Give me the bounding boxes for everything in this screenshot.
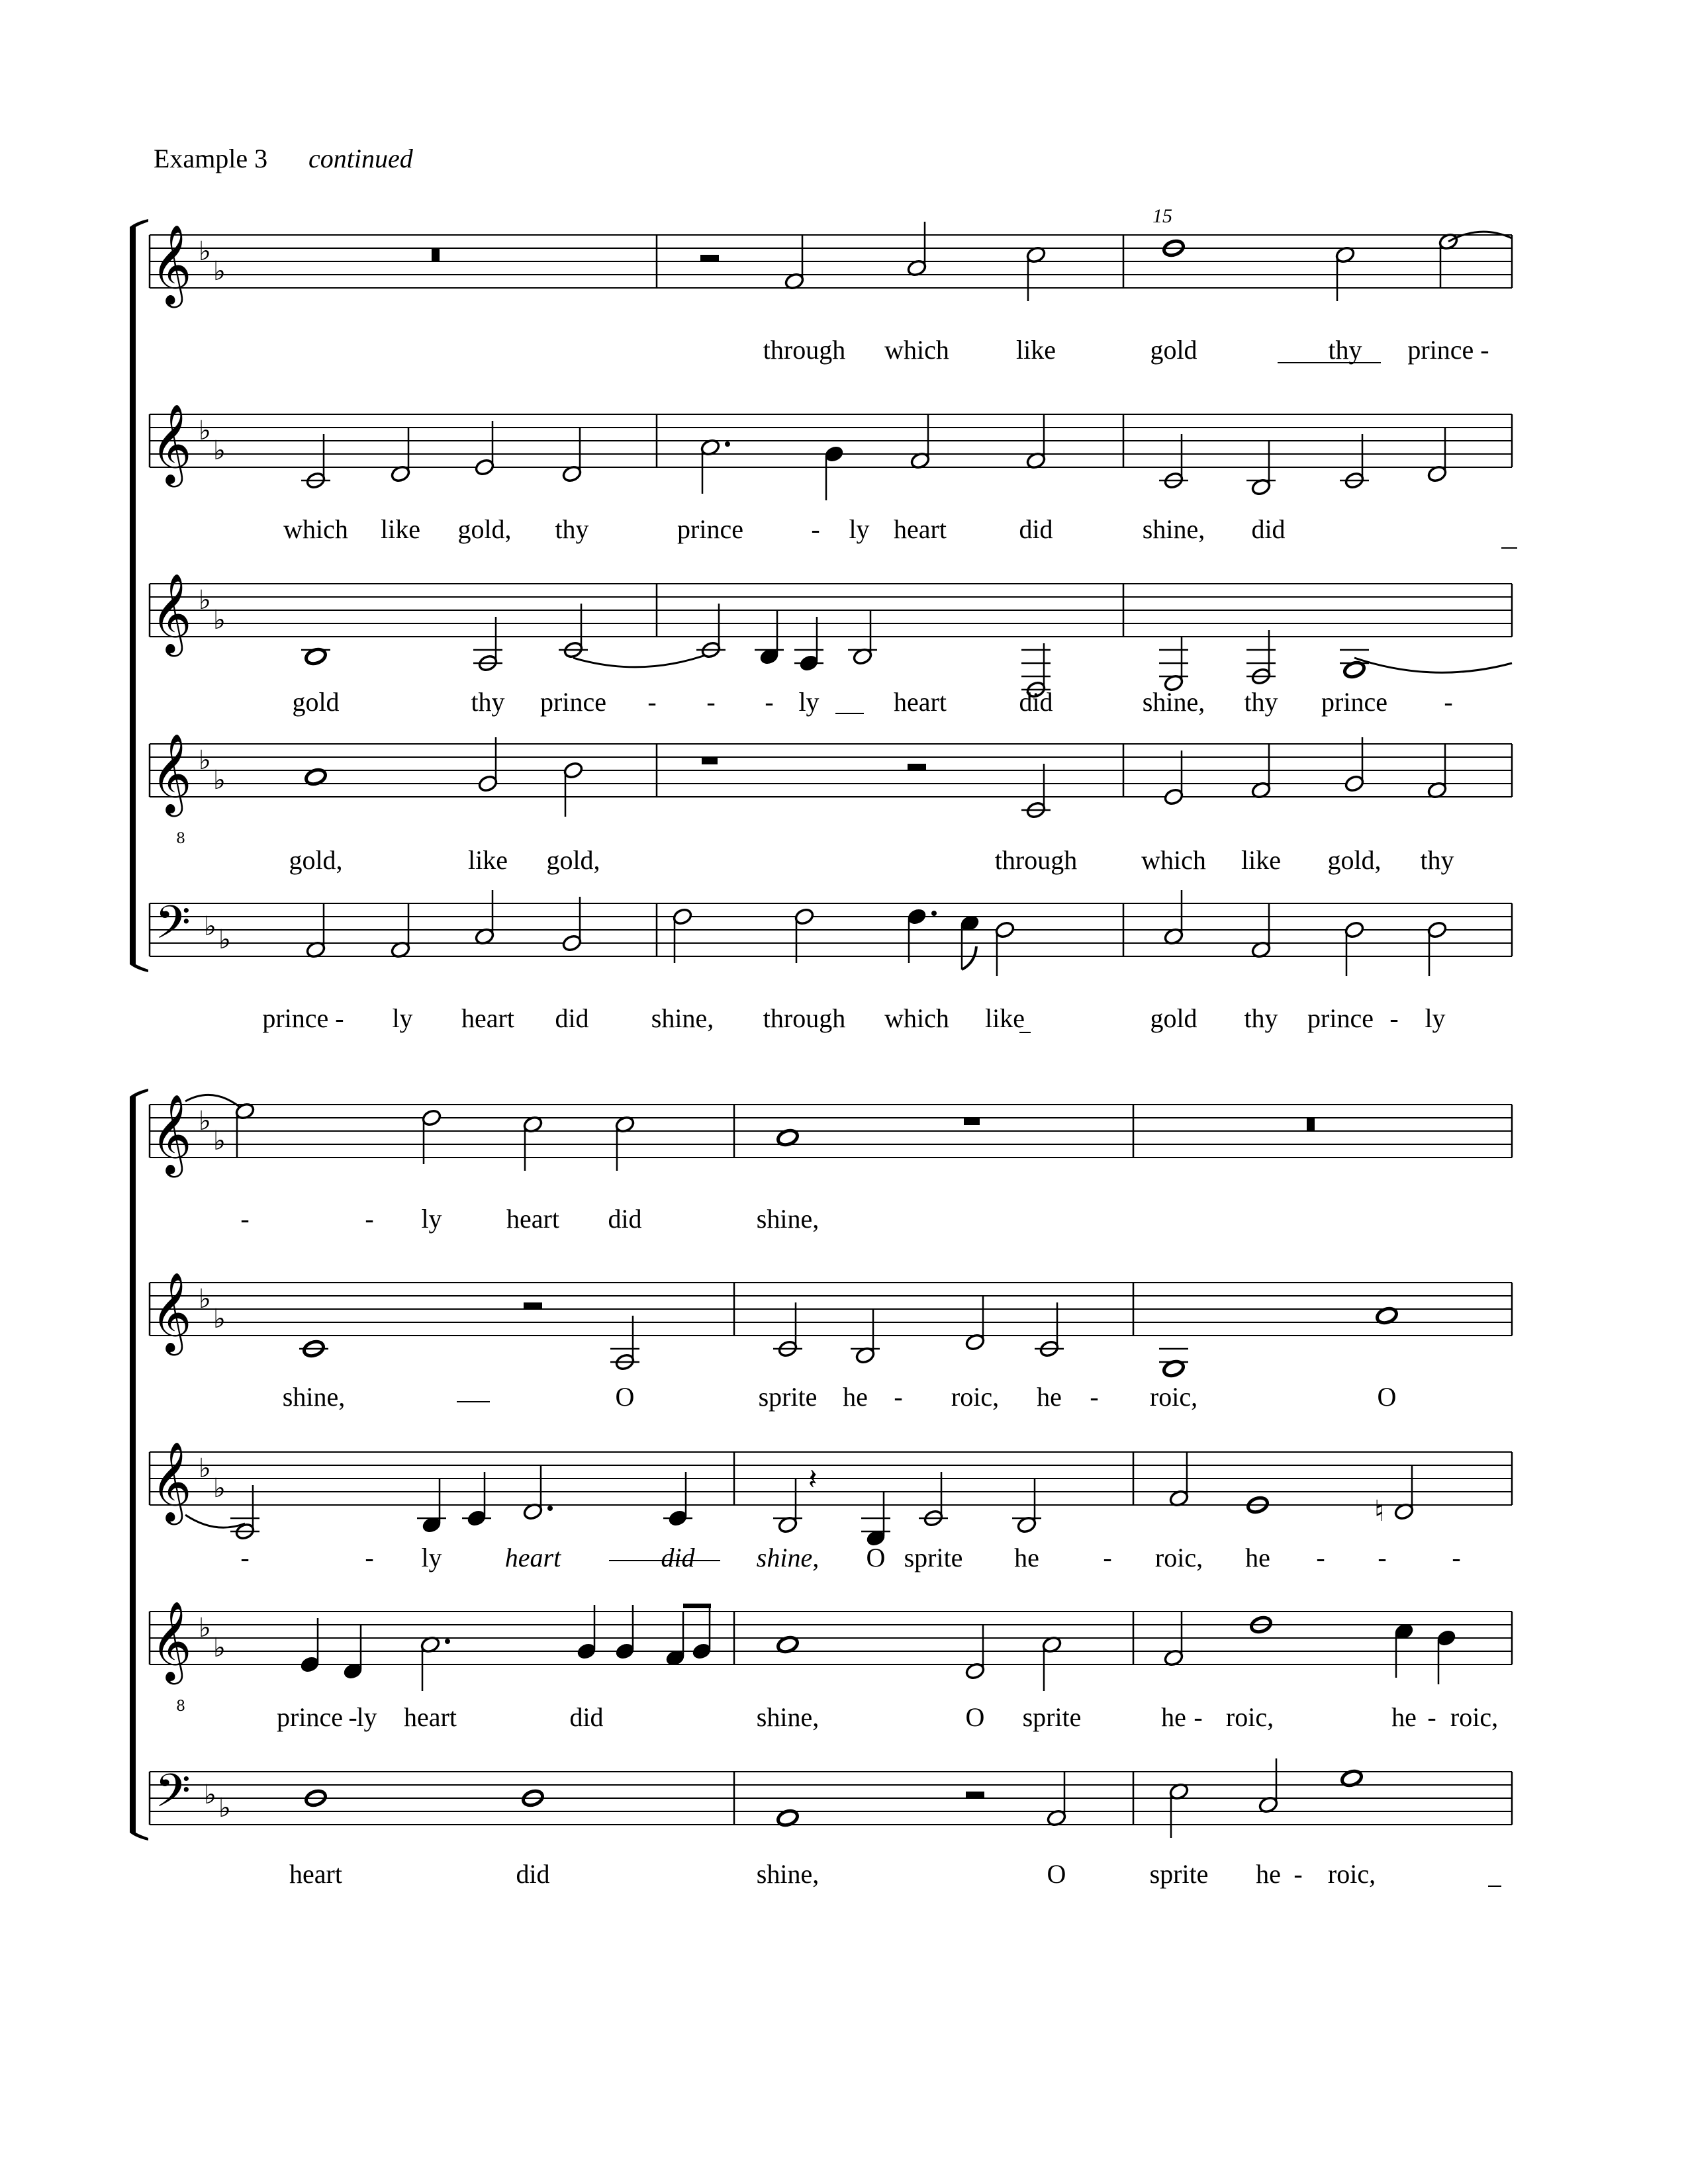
lyric-syllable: - bbox=[1378, 1543, 1387, 1572]
lyric-syllable: gold bbox=[1150, 335, 1197, 365]
lyric-syllable: roic, bbox=[951, 1382, 1000, 1412]
flat-sign: ♭ bbox=[199, 1613, 211, 1643]
lyric-syllable: did bbox=[1251, 514, 1286, 544]
lyric-syllable: ly bbox=[798, 687, 820, 717]
lyric-syllable: heart bbox=[506, 1204, 559, 1234]
lyric-syllable: like bbox=[381, 514, 420, 544]
lyric-syllable: he bbox=[1037, 1382, 1062, 1412]
flat-sign: ♭ bbox=[199, 585, 211, 615]
lyric-syllable: like bbox=[985, 1003, 1025, 1033]
natural-sign: ♮ bbox=[1374, 1494, 1385, 1528]
bass-clef: 𝄢 bbox=[155, 1764, 191, 1829]
treble-clef: 𝄞 bbox=[151, 1093, 192, 1174]
lyric-syllable: - bbox=[1427, 1702, 1436, 1732]
lyric-syllable: like bbox=[468, 845, 508, 875]
system-bracket bbox=[130, 1097, 136, 1833]
slur bbox=[185, 1095, 245, 1111]
lyric-syllable: heart bbox=[894, 514, 947, 544]
lyric-syllable: shine, bbox=[756, 1859, 820, 1889]
lyric-syllable: he bbox=[843, 1382, 868, 1412]
lyric-syllable: prince bbox=[1321, 687, 1387, 717]
treble-clef: 𝄞 bbox=[151, 1441, 192, 1522]
half-rest bbox=[524, 1302, 542, 1309]
treble-clef: 𝄞 bbox=[151, 572, 192, 653]
lyric-syllable: sprite bbox=[1022, 1702, 1082, 1732]
example-subtitle: continued bbox=[308, 144, 413, 173]
dot bbox=[931, 911, 937, 916]
treble-clef: 𝄞 bbox=[151, 403, 192, 484]
note-flag bbox=[962, 946, 976, 970]
flat-sign: ♭ bbox=[204, 1780, 216, 1810]
lyric-syllable: gold bbox=[1150, 1003, 1197, 1033]
lyric-syllable: he bbox=[1391, 1702, 1417, 1732]
lyric-syllable: did bbox=[1019, 687, 1053, 717]
dot bbox=[725, 441, 730, 447]
quarter-rest: 𝄽 bbox=[808, 1463, 818, 1496]
lyric-syllable: thy bbox=[555, 514, 589, 544]
lyric-syllable: - bbox=[1316, 1543, 1325, 1572]
flat-sign: ♭ bbox=[218, 925, 231, 955]
octave-marker: 8 bbox=[176, 1698, 185, 1715]
bracket-bottom bbox=[130, 964, 148, 972]
dot bbox=[445, 1639, 450, 1644]
lyric-syllable: thy bbox=[1328, 335, 1362, 365]
lyric-syllable: through bbox=[763, 335, 846, 365]
lyric-syllable: - bbox=[365, 1204, 374, 1234]
lyric-syllable: sprite bbox=[904, 1543, 963, 1572]
lyric-syllable: - bbox=[647, 687, 657, 717]
lyric-syllable: prince bbox=[1307, 1003, 1374, 1033]
lyric-syllable: thy bbox=[1244, 1003, 1278, 1033]
lyric-syllable: through bbox=[763, 1003, 846, 1033]
lyric-syllable: - bbox=[894, 1382, 903, 1412]
slur bbox=[573, 653, 711, 667]
lyric-syllable: shine, bbox=[756, 1204, 820, 1234]
system-bracket bbox=[130, 227, 136, 964]
lyric-syllable: - bbox=[706, 687, 716, 717]
lyric-syllable: ly bbox=[1425, 1003, 1446, 1033]
flat-sign: ♭ bbox=[213, 605, 226, 635]
treble-clef: 𝄞 bbox=[151, 1271, 192, 1352]
lyric-syllable: he bbox=[1245, 1543, 1270, 1572]
lyric-syllable: gold, bbox=[546, 845, 600, 875]
lyric-syllable: which bbox=[884, 335, 949, 365]
flat-sign: ♭ bbox=[213, 1304, 226, 1334]
lyric-syllable: O bbox=[1377, 1382, 1397, 1412]
bracket-top bbox=[130, 1089, 148, 1097]
lyric-syllable: roic, bbox=[1450, 1702, 1499, 1732]
lyric-syllable: did bbox=[1019, 514, 1053, 544]
flat-sign: ♭ bbox=[213, 256, 226, 287]
lyric-syllable: - bbox=[1194, 1702, 1203, 1732]
lyric-syllable: which bbox=[1141, 845, 1206, 875]
lyric-syllable: thy bbox=[1420, 845, 1454, 875]
lyric-syllable: gold, bbox=[289, 845, 343, 875]
flat-sign: ♭ bbox=[199, 1453, 211, 1484]
lyric-syllable: shine, bbox=[651, 1003, 714, 1033]
lyric-syllable: ly bbox=[421, 1204, 442, 1234]
lyric-syllable: heart bbox=[504, 1543, 561, 1572]
flat-sign: ♭ bbox=[218, 1793, 231, 1823]
lyric-syllable: roic, bbox=[1225, 1702, 1274, 1732]
slur bbox=[1448, 232, 1512, 242]
slur bbox=[185, 1515, 245, 1527]
flat-sign: ♭ bbox=[199, 1284, 211, 1314]
lyric-syllable: ly bbox=[356, 1702, 377, 1732]
lyric-syllable: like bbox=[1241, 845, 1281, 875]
flat-sign: ♭ bbox=[213, 1473, 226, 1504]
lyric-syllable: he bbox=[1161, 1702, 1186, 1732]
lyric-syllable: - bbox=[1452, 1543, 1461, 1572]
flat-sign: ♭ bbox=[199, 236, 211, 267]
lyric-syllable: sprite bbox=[1149, 1859, 1209, 1889]
lyric-syllable: shine, bbox=[756, 1702, 820, 1732]
lyric-syllable: did bbox=[569, 1702, 604, 1732]
lyric-syllable: did bbox=[661, 1543, 695, 1572]
flat-sign: ♭ bbox=[213, 1633, 226, 1663]
half-rest bbox=[700, 255, 719, 261]
lyric-syllable: prince bbox=[277, 1702, 343, 1732]
lyric-syllable: roic, bbox=[1154, 1543, 1203, 1572]
lyric-syllable: through bbox=[994, 845, 1078, 875]
lyric-syllable: - bbox=[1090, 1382, 1099, 1412]
lyric-syllable: prince - bbox=[1407, 335, 1489, 365]
treble-clef: 𝄞 bbox=[151, 1600, 192, 1681]
lyric-syllable: - bbox=[1389, 1003, 1399, 1033]
lyric-syllable: O bbox=[866, 1543, 886, 1572]
lyric-syllable: thy bbox=[471, 687, 505, 717]
lyric-syllable: - bbox=[1293, 1859, 1303, 1889]
flat-sign: ♭ bbox=[199, 745, 211, 776]
lyric-syllable: ly bbox=[421, 1543, 442, 1572]
lyric-syllable: roic, bbox=[1327, 1859, 1376, 1889]
flat-sign: ♭ bbox=[199, 1106, 211, 1136]
lyric-syllable: shine, bbox=[282, 1382, 346, 1412]
slur bbox=[1354, 658, 1512, 672]
lyric-syllable: prince bbox=[677, 514, 743, 544]
lyric-syllable: roic, bbox=[1149, 1382, 1198, 1412]
flat-sign: ♭ bbox=[213, 435, 226, 466]
lyric-syllable: prince - bbox=[262, 1003, 344, 1033]
lyric-syllable: ly bbox=[392, 1003, 413, 1033]
lyric-syllable: heart bbox=[404, 1702, 457, 1732]
lyric-syllable: gold, bbox=[457, 514, 512, 544]
lyric-syllable: he bbox=[1256, 1859, 1281, 1889]
lyric-syllable: - bbox=[1103, 1543, 1112, 1572]
lyric-syllable: - bbox=[365, 1543, 374, 1572]
lyric-syllable: shine, bbox=[756, 1543, 820, 1572]
bass-clef: 𝄢 bbox=[155, 895, 191, 960]
flat-sign: ♭ bbox=[204, 911, 216, 942]
lyric-syllable: thy bbox=[1244, 687, 1278, 717]
treble-clef: 𝄞 bbox=[151, 733, 192, 813]
lyric-syllable: gold, bbox=[1327, 845, 1382, 875]
lyric-syllable: gold bbox=[292, 687, 340, 717]
lyric-syllable: ly bbox=[849, 514, 870, 544]
lyric-syllable: prince bbox=[540, 687, 606, 717]
dot bbox=[547, 1506, 553, 1511]
bracket-top bbox=[130, 219, 148, 227]
lyric-syllable: which bbox=[283, 514, 348, 544]
lyric-syllable: heart bbox=[289, 1859, 342, 1889]
measure-number: 15 bbox=[1152, 205, 1172, 227]
whole-rest bbox=[702, 757, 718, 764]
lyric-syllable: O bbox=[1047, 1859, 1066, 1889]
lyric-syllable: did bbox=[516, 1859, 550, 1889]
half-rest bbox=[908, 764, 926, 770]
lyric-syllable: he bbox=[1014, 1543, 1039, 1572]
lyric-syllable: shine, bbox=[1142, 687, 1205, 717]
lyric-syllable: which bbox=[884, 1003, 949, 1033]
lyric-syllable: sprite bbox=[758, 1382, 818, 1412]
lyric-syllable: heart bbox=[461, 1003, 514, 1033]
lyric-syllable: heart bbox=[894, 687, 947, 717]
lyric-syllable: - bbox=[348, 1702, 357, 1732]
whole-rest bbox=[964, 1118, 980, 1125]
lyric-syllable: - bbox=[765, 687, 774, 717]
flat-sign: ♭ bbox=[213, 765, 226, 796]
lyric-syllable: shine, bbox=[1142, 514, 1205, 544]
example-title: Example 3 bbox=[154, 144, 268, 173]
lyric-syllable: O bbox=[615, 1382, 635, 1412]
lyric-syllable: - bbox=[240, 1543, 250, 1572]
lyric-syllable: - bbox=[1444, 687, 1453, 717]
measure-rest bbox=[432, 248, 440, 261]
lyric-syllable: did bbox=[608, 1204, 642, 1234]
lyric-syllable: - bbox=[240, 1204, 250, 1234]
bracket-bottom bbox=[130, 1833, 148, 1841]
beam bbox=[683, 1604, 711, 1608]
lyric-syllable: O bbox=[965, 1702, 985, 1732]
octave-marker: 8 bbox=[176, 831, 185, 847]
treble-clef: 𝄞 bbox=[151, 224, 192, 304]
half-rest bbox=[966, 1792, 984, 1798]
flat-sign: ♭ bbox=[213, 1126, 226, 1156]
lyric-syllable: like bbox=[1016, 335, 1056, 365]
lyric-syllable: did bbox=[555, 1003, 589, 1033]
measure-rest bbox=[1307, 1118, 1315, 1131]
lyric-syllable: - bbox=[811, 514, 820, 544]
flat-sign: ♭ bbox=[199, 416, 211, 446]
